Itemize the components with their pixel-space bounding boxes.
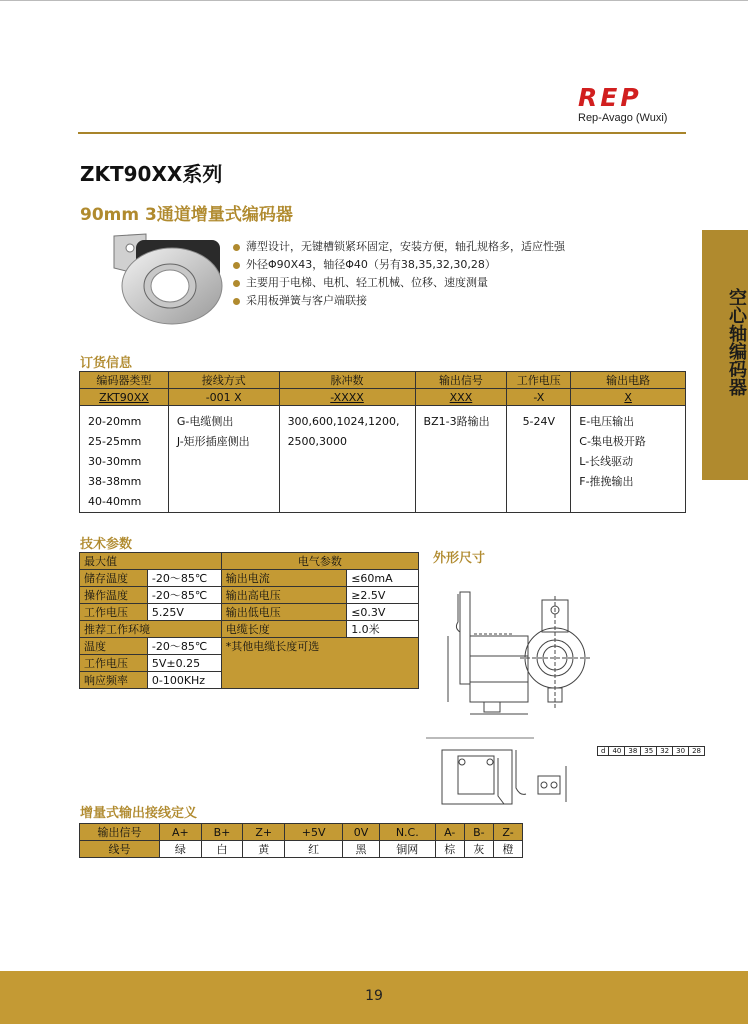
encoder-product-photo: [84, 228, 224, 328]
color-cell: 红: [285, 841, 343, 858]
list-item: 2500,3000: [287, 435, 348, 448]
signal-cell: N.C.: [379, 824, 435, 841]
d-value: 32: [657, 747, 673, 756]
order-header: 编码器类型: [80, 372, 169, 389]
tech-params-table: [79, 552, 419, 689]
param-value: ≤60mA: [347, 570, 419, 587]
company-name: Rep-Avago (Wuxi): [578, 112, 668, 124]
shaft-size-options: [80, 406, 169, 513]
param-label: 操作温度: [80, 587, 148, 604]
param-label: 电缆长度: [221, 621, 346, 638]
signal-cell: A-: [435, 824, 464, 841]
order-header: 接线方式: [168, 372, 279, 389]
wiring-options: [168, 406, 279, 513]
product-subtitle: 90mm 3通道增量式编码器: [80, 205, 293, 225]
feature-item: 外径Φ90X43，轴径Φ40（另有38,35,32,30,28）: [232, 256, 565, 274]
color-cell: 铜网: [379, 841, 435, 858]
category-side-tab: [702, 230, 748, 480]
electrical-header: 电气参数: [221, 553, 418, 570]
color-cell: 白: [201, 841, 243, 858]
tech-params-heading: 技术参数: [80, 537, 133, 552]
header-rule: [78, 132, 686, 134]
list-item: E-电压输出: [579, 415, 635, 428]
signal-cell: 0V: [343, 824, 379, 841]
color-cell: 黑: [343, 841, 379, 858]
list-item: 40-40mm: [88, 495, 142, 508]
order-info-table: [79, 371, 686, 513]
param-label: 工作电压: [80, 655, 148, 672]
param-label: 输出高电压: [221, 587, 346, 604]
d-value: 30: [673, 747, 689, 756]
order-header: 输出信号: [415, 372, 507, 389]
d-value: 28: [689, 747, 705, 756]
signal-cell: +5V: [285, 824, 343, 841]
order-code: X: [624, 390, 632, 404]
color-cell: 绿: [160, 841, 202, 858]
d-label: d: [598, 747, 609, 756]
order-header: 脉冲数: [279, 372, 415, 389]
list-item: 38-38mm: [88, 475, 142, 488]
list-item: G-电缆侧出: [176, 415, 234, 428]
order-code: -001 X: [205, 390, 242, 404]
page-number: 19: [365, 988, 383, 1004]
order-code: XXX: [449, 390, 473, 404]
feature-list: [232, 238, 565, 310]
signal-cell: B+: [201, 824, 243, 841]
list-item: 5-24V: [522, 415, 556, 428]
voltage-options: [507, 406, 571, 513]
side-tab-label: 空心轴编码器: [726, 288, 747, 396]
feature-item: 薄型设计，无键槽锁紧环固定，安装方便，轴孔规格多，适应性强: [232, 238, 565, 256]
param-label: 输出电流: [221, 570, 346, 587]
signal-options: [415, 406, 507, 513]
list-item: C-集电极开路: [579, 435, 646, 448]
color-cell: 灰: [464, 841, 493, 858]
param-value: 1.0米: [347, 621, 419, 638]
param-value: 0-100KHz: [147, 672, 221, 689]
signal-cell: B-: [464, 824, 493, 841]
param-label: 输出低电压: [221, 604, 346, 621]
param-label: 温度: [80, 638, 148, 655]
brand-logo: REP: [578, 83, 642, 112]
list-item: 300,600,1024,1200,: [287, 415, 400, 428]
param-label: 响应频率: [80, 672, 148, 689]
param-value: 5.25V: [147, 604, 221, 621]
cable-note: *其他电缆长度可选: [221, 638, 418, 689]
param-value: 5V±0.25: [147, 655, 221, 672]
param-value: ≤0.3V: [347, 604, 419, 621]
list-item: 25-25mm: [88, 435, 142, 448]
row-label: 输出信号: [80, 824, 160, 841]
signal-cell: A+: [160, 824, 202, 841]
max-values-header: 最大值: [80, 553, 222, 570]
wiring-heading: 增量式输出接线定义: [80, 806, 198, 821]
pulse-options: [279, 406, 415, 513]
dimension-drawing-front: [520, 596, 610, 716]
circuit-options: [571, 406, 686, 513]
param-value: -20～85℃: [147, 587, 221, 604]
shaft-diameter-table: [597, 746, 705, 756]
color-cell: 橙: [494, 841, 523, 858]
list-item: F-推挽输出: [579, 475, 634, 488]
order-info-heading: 订货信息: [80, 356, 133, 371]
list-item: J-矩形插座侧出: [176, 435, 250, 448]
d-value: 38: [625, 747, 641, 756]
order-header: 输出电路: [571, 372, 686, 389]
signal-cell: Z-: [494, 824, 523, 841]
color-cell: 黄: [243, 841, 285, 858]
row-label: 线号: [80, 841, 160, 858]
wiring-definition-table: [79, 823, 523, 858]
order-code: -XXXX: [330, 390, 364, 404]
list-item: 20-20mm: [88, 415, 142, 428]
series-title: ZKT90XX系列: [80, 162, 223, 186]
feature-item: 主要用于电梯、电机、轻工机械、位移、速度测量: [232, 274, 565, 292]
order-code: -X: [533, 390, 545, 404]
order-code: ZKT90XX: [99, 390, 149, 404]
param-label: 工作电压: [80, 604, 148, 621]
order-header: 工作电压: [507, 372, 571, 389]
param-label: 储存温度: [80, 570, 148, 587]
d-value: 35: [641, 747, 657, 756]
color-cell: 棕: [435, 841, 464, 858]
list-item: 30-30mm: [88, 455, 142, 468]
env-header: 推荐工作环境: [80, 621, 222, 638]
param-value: -20～85℃: [147, 570, 221, 587]
dimensions-heading: 外形尺寸: [433, 551, 486, 566]
param-value: ≥2.5V: [347, 587, 419, 604]
list-item: L-长线驱动: [579, 455, 634, 468]
feature-item: 采用板弹簧与客户端联接: [232, 292, 565, 310]
list-item: BZ1-3路输出: [423, 415, 490, 428]
signal-cell: Z+: [243, 824, 285, 841]
mounting-drawing: [424, 736, 589, 808]
param-value: -20～85℃: [147, 638, 221, 655]
d-value: 40: [609, 747, 625, 756]
top-divider: [0, 0, 748, 1]
